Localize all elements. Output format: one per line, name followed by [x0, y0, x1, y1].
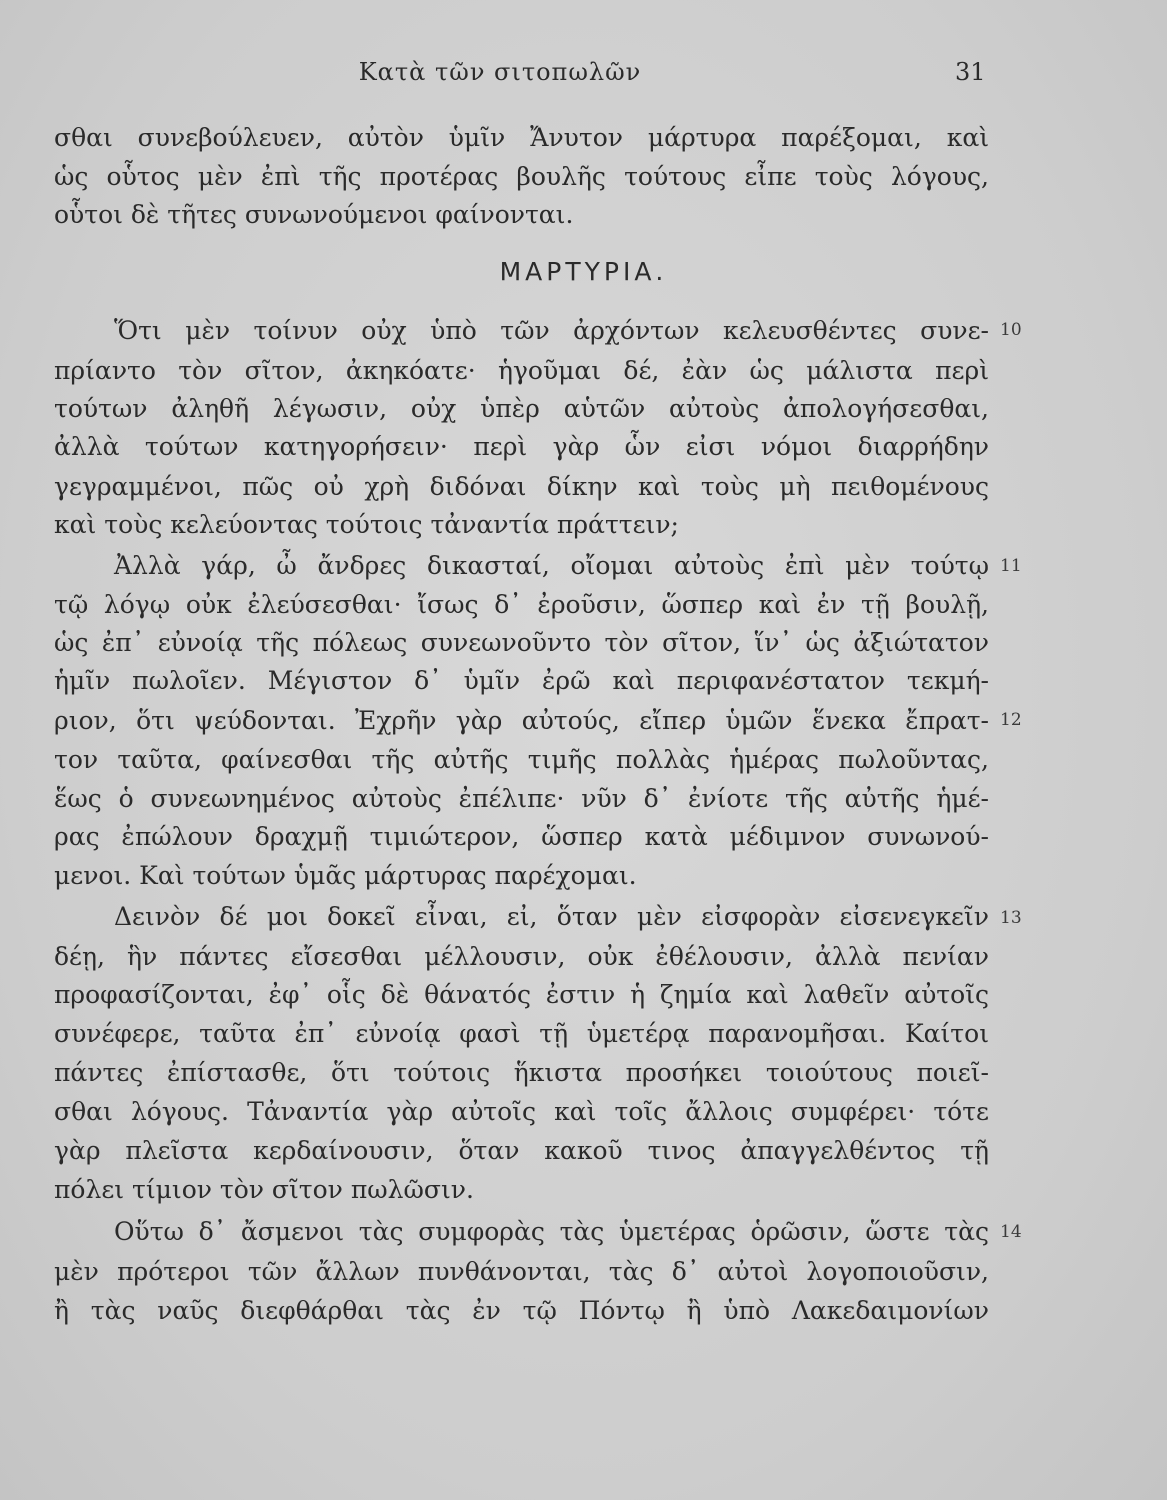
running-title: Κατὰ τῶν σιτοπωλῶν [358, 58, 642, 86]
text-line: ριον, ὅτι ψεύδονται. Ἐχρῆν γὰρ αὐτούς, εἴπερ ὑμῶν ἕνεκα ἔπρατ- [54, 706, 989, 735]
text-line: συνέφερε, ταῦτα ἐπ᾽ εὐνοίᾳ φασὶ τῇ ὑμετέρᾳ παρανομῆσαι. Καίτοι [54, 1019, 989, 1048]
running-head [0, 58, 1167, 92]
text-line: Ὅτι μὲν τοίνυν οὐχ ὑπὸ τῶν ἀρχόντων κελευσθέντες συνε- [114, 316, 989, 345]
text-line: ἕως ὁ συνεωνημένος αὐτοὺς ἐπέλιπε· νῦν δ᾽ ἐνίοτε τῆς αὐτῆς ἡμέ- [54, 784, 989, 813]
text-line: πόλει τίμιον τὸν σῖτον πωλῶσιν. [54, 1175, 474, 1204]
text-line: πρίαντο τὸν σῖτον, ἀκηκόατε· ἡγοῦμαι δέ, ἐὰν ὡς μάλιστα περὶ [54, 356, 989, 385]
section-number: 14 [1000, 1222, 1022, 1242]
section-number: 13 [1000, 908, 1022, 928]
text-line: μενοι. Καὶ τούτων ὑμᾶς μάρτυρας παρέχομαι. [54, 861, 637, 890]
text-line: γεγραμμένοι, πῶς οὐ χρὴ διδόναι δίκην καὶ τοὺς μὴ πειθομένους [54, 472, 989, 501]
text-line: Οὕτω δ᾽ ἄσμενοι τὰς συμφορὰς τὰς ὑμετέρας ὁρῶσιν, ὥστε τὰς [114, 1217, 989, 1246]
text-line: Ἀλλὰ γάρ, ὦ ἄνδρες δικασταί, οἴομαι αὐτοὺς ἐπὶ μὲν τούτῳ [114, 551, 989, 580]
text-line: τούτων ἀληθῆ λέγωσιν, οὐχ ὑπὲρ αὑτῶν αὐτοὺς ἀπολογήσεσθαι, [54, 394, 989, 423]
section-heading: ΜΑΡΤΥΡΙΑ. [499, 257, 668, 286]
text-line: σθαι συνεβούλευεν, αὐτὸν ὑμῖν Ἄνυτον μάρτυρα παρέξομαι, καὶ [54, 123, 989, 152]
page-number: 31 [955, 58, 986, 86]
text-line: δέῃ, ἣν πάντες εἴσεσθαι μέλλουσιν, οὐκ ἐθέλουσιν, ἀλλὰ πενίαν [54, 942, 989, 971]
text-line: τον ταῦτα, φαίνεσθαι τῆς αὐτῆς τιμῆς πολλὰς ἡμέρας πωλοῦντας, [54, 745, 989, 774]
text-line: ὡς οὗτος μὲν ἐπὶ τῆς προτέρας βουλῆς τούτους εἶπε τοὺς λόγους, [54, 162, 989, 191]
text-line: γὰρ πλεῖστα κερδαίνουσιν, ὅταν κακοῦ τινος ἀπαγγελθέντος τῇ [54, 1136, 989, 1165]
text-line: ρας ἐπώλουν δραχμῇ τιμιώτερον, ὥσπερ κατὰ μέδιμνον συνωνού- [54, 822, 989, 851]
text-line: μὲν πρότεροι τῶν ἄλλων πυνθάνονται, τὰς δ᾽ αὐτοὶ λογοποιοῦσιν, [54, 1257, 989, 1286]
text-line: ἡμῖν πωλοῖεν. Μέγιστον δ᾽ ὑμῖν ἐρῶ καὶ περιφανέστατον τεκμή- [54, 666, 989, 695]
text-line: καὶ τοὺς κελεύοντας τούτοις τἀναντία πράττειν; [54, 510, 679, 539]
text-line: ἢ τὰς ναῦς διεφθάρθαι τὰς ἐν τῷ Πόντῳ ἢ ὑπὸ Λακεδαιμονίων [54, 1296, 989, 1325]
text-line: σθαι λόγους. Τἀναντία γὰρ αὐτοῖς καὶ τοῖς ἄλλοις συμφέρει· τότε [54, 1097, 989, 1126]
text-line: προφασίζονται, ἐφ᾽ οἷς δὲ θάνατός ἐστιν ἡ ζημία καὶ λαθεῖν αὐτοῖς [54, 980, 989, 1009]
text-line: οὗτοι δὲ τῆτες συνωνούμενοι φαίνονται. [54, 200, 574, 229]
section-number: 10 [1000, 320, 1022, 340]
section-number: 11 [1000, 556, 1022, 576]
text-line: ἀλλὰ τούτων κατηγορήσειν· περὶ γὰρ ὧν εἰσι νόμοι διαρρήδην [54, 432, 989, 461]
text-line: Δεινὸν δέ μοι δοκεῖ εἶναι, εἰ, ὅταν μὲν εἰσφορὰν εἰσενεγκεῖν [114, 902, 989, 931]
text-line: πάντες ἐπίστασθε, ὅτι τούτοις ἥκιστα προσήκει τοιούτους ποιεῖ- [54, 1058, 989, 1087]
text-line: ὡς ἐπ᾽ εὐνοίᾳ τῆς πόλεως συνεωνοῦντο τὸν σῖτον, ἵν᾽ ὡς ἀξιώτατον [54, 628, 989, 657]
text-line: τῷ λόγῳ οὐκ ἐλεύσεσθαι· ἴσως δ᾽ ἐροῦσιν, ὥσπερ καὶ ἐν τῇ βουλῇ, [54, 590, 989, 619]
section-number: 12 [1000, 710, 1022, 730]
